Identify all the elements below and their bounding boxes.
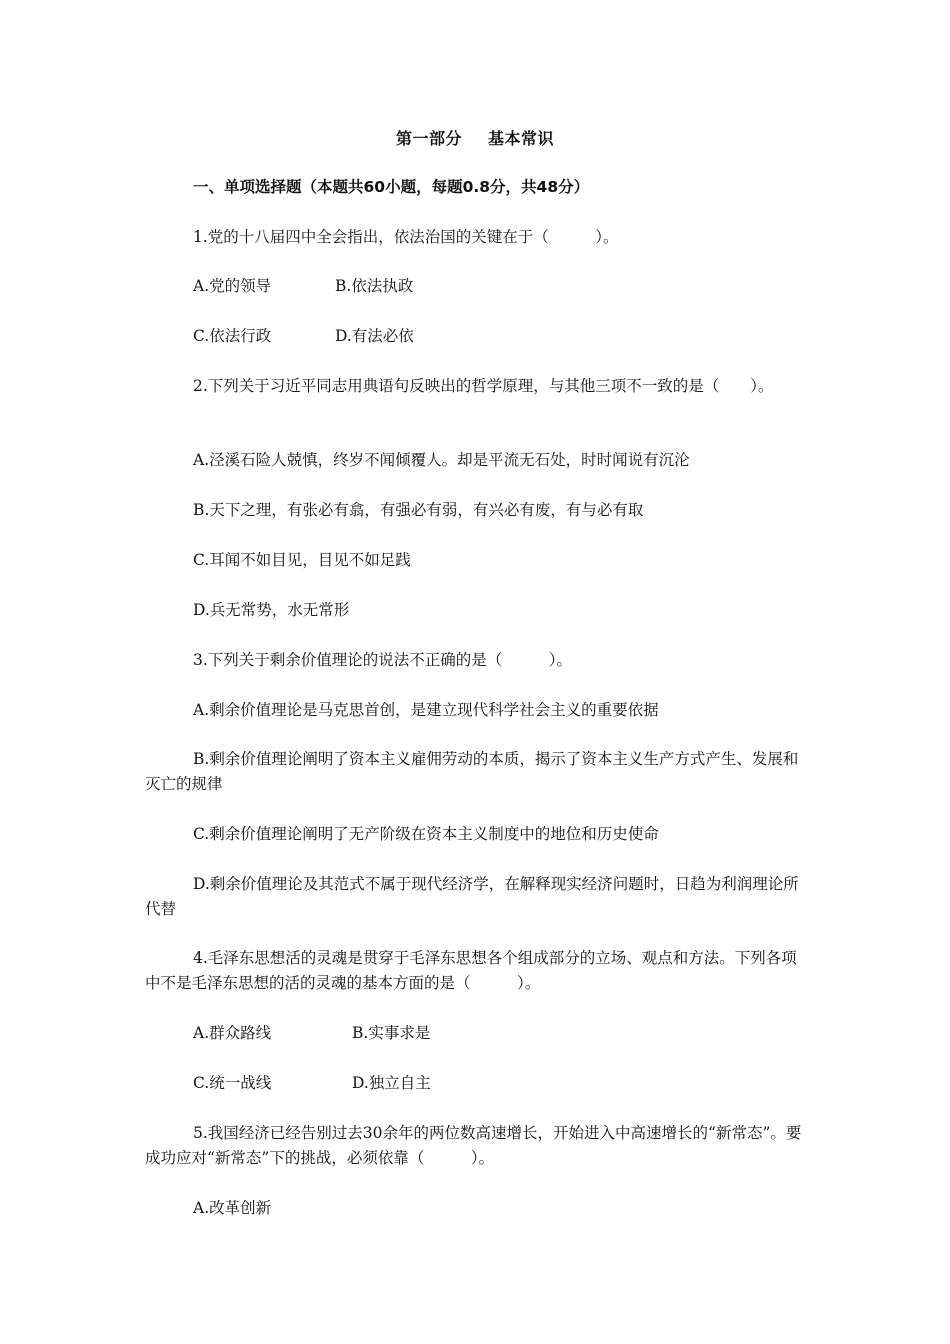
question-1-option-a: A.党的领导	[193, 277, 272, 295]
question-3-stem: 3.下列关于剩余价值理论的说法不正确的是（ ）。	[193, 651, 573, 669]
question-1-option-b: B.依法执政	[335, 277, 414, 295]
question-3-option-c: C.剩余价值理论阐明了无产阶级在资本主义制度中的地位和历史使命	[193, 825, 659, 843]
question-2-option-c: C.耳闻不如目见，目见不如足践	[193, 551, 411, 569]
question-1-option-d: D.有法必依	[335, 327, 414, 345]
question-4-option-b: B.实事求是	[352, 1024, 431, 1042]
question-4-option-a: A.群众路线	[193, 1024, 272, 1042]
question-2-option-a: A.泾溪石险人兢慎，终岁不闻倾覆人。却是平流无石处，时时闻说有沉沦	[193, 451, 690, 469]
part-label: 第一部分	[395, 129, 462, 148]
question-2-option-b: B.天下之理，有张必有翕，有强必有弱，有兴必有废，有与必有取	[193, 501, 644, 519]
question-2-stem: 2.下列关于习近平同志用典语句反映出的哲学原理，与其他三项不一致的是（ ）。	[193, 377, 774, 395]
part-name: 基本常识	[488, 129, 555, 148]
question-1-option-c: C.依法行政	[193, 327, 272, 345]
question-3-option-b: B.剩余价值理论阐明了资本主义雇佣劳动的本质，揭示了资本主义生产方式产生、发展和灭亡的规律	[145, 750, 799, 793]
question-2-option-d: D.兵无常势，水无常形	[193, 601, 350, 619]
question-5-option-a: A.改革创新	[193, 1199, 272, 1217]
part-title	[0, 126, 950, 149]
question-4-stem: 4.毛泽东思想活的灵魂是贯穿于毛泽东思想各个组成部分的立场、观点和方法。下列各项中不是毛泽东思想的活的灵魂的基本方面的是（ ）。	[145, 949, 797, 992]
section-title: 一、单项选择题（本题共60小题，每题0.8分，共48分）	[193, 178, 590, 196]
question-3-option-d: D.剩余价值理论及其范式不属于现代经济学，在解释现实经济问题时，日趋为利润理论所代替	[145, 875, 799, 918]
question-3-option-a: A.剩余价值理论是马克思首创，是建立现代科学社会主义的重要依据	[193, 701, 659, 719]
question-1-stem: 1.党的十八届四中全会指出，依法治国的关键在于（ ）。	[193, 228, 619, 246]
question-4-option-d: D.独立自主	[352, 1074, 431, 1092]
question-4-option-c: C.统一战线	[193, 1074, 272, 1092]
question-5-stem: 5.我国经济已经告别过去30余年的两位数高速增长，开始进入中高速增长的“新常态”。要成功应对“新常态”下的挑战，必须依靠（ ）。	[145, 1124, 802, 1167]
